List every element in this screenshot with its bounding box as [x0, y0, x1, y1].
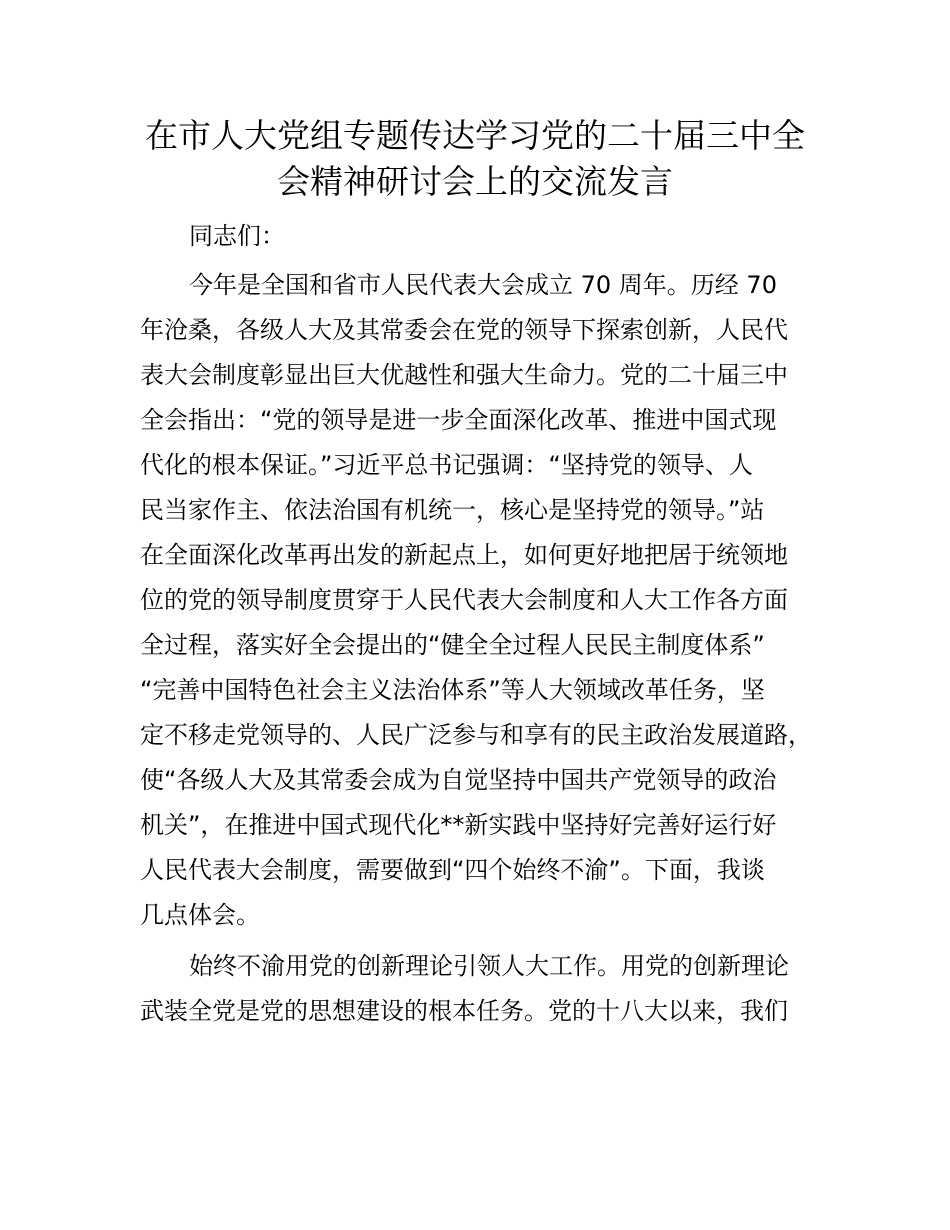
- paragraph-1-line: 位的党的领导制度贯穿于人民代表大会制度和人大工作各方面: [140, 586, 788, 614]
- paragraph-1-line: 在全面深化改革再出发的新起点上，如何更好地把居于统领地: [140, 541, 788, 569]
- paragraph-1-line: 全会指出：“党的领导是进一步全面深化改革、推进中国式现: [140, 406, 777, 434]
- paragraph-1-line: 今年是全国和省市人民代表大会成立 70 周年。历经 70: [189, 271, 777, 299]
- paragraph-1-line: 代化的根本保证。”习近平总书记强调：“坚持党的领导、人: [140, 451, 753, 479]
- document-title-line-2: 会精神研讨会上的交流发言: [277, 162, 673, 201]
- paragraph-1-line: 使“各级人大及其常委会成为自觉坚持中国共产党领导的政治: [140, 766, 777, 794]
- paragraph-1-line: 机关”，在推进中国式现代化**新实践中坚持好完善好运行好: [140, 811, 777, 839]
- paragraph-1-line: 年沧桑，各级人大及其常委会在党的领导下探索创新，人民代: [140, 316, 788, 344]
- paragraph-1-line: 定不移走党领导的、人民广泛参与和享有的民主政治发展道路，: [140, 721, 812, 749]
- document-title-line-1: 在市人大党组专题传达学习党的二十届三中全: [145, 116, 805, 155]
- paragraph-1-line: “完善中国特色社会主义法治体系”等人大领域改革任务，坚: [140, 676, 765, 704]
- paragraph-2-line: 武装全党是党的思想建设的根本任务。党的十八大以来，我们: [140, 997, 788, 1025]
- paragraph-1-line: 表大会制度彰显出巨大优越性和强大生命力。党的二十届三中: [140, 361, 788, 389]
- paragraph-1-line: 几点体会。: [140, 901, 260, 929]
- paragraph-1-line: 全过程，落实好全会提出的“健全全过程人民民主制度体系”: [140, 631, 765, 659]
- salutation: 同志们：: [189, 222, 285, 250]
- paragraph-1-line: 人民代表大会制度，需要做到“四个始终不渝”。下面，我谈: [140, 856, 765, 884]
- paragraph-2-line: 始终不渝用党的创新理论引领人大工作。用党的创新理论: [189, 952, 789, 980]
- paragraph-1-line: 民当家作主、依法治国有机统一，核心是坚持党的领导。”站: [140, 496, 765, 524]
